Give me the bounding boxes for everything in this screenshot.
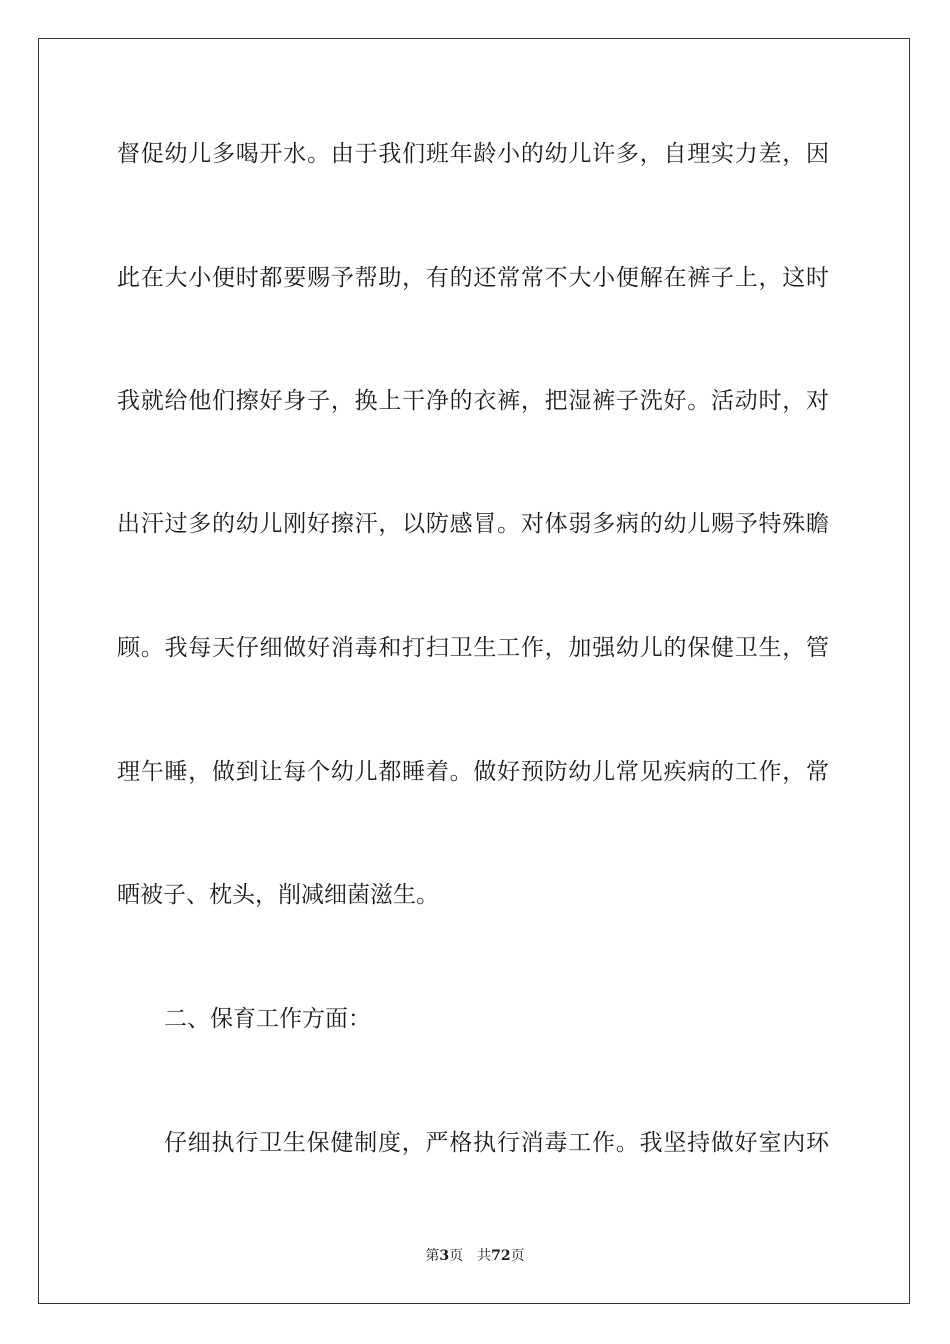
page-footer (0, 1247, 950, 1265)
body-text-line-3: 我就给他们擦好身子，换上干净的衣裤，把湿裤子洗好。活动时，对 (117, 388, 829, 414)
body-text-line-6: 理午睡，做到让每个幼儿都睡着。做好预防幼儿常见疾病的工作，常 (117, 759, 829, 785)
section-heading: 二、保育工作方面： (164, 1006, 371, 1032)
page-suffix: 页 (449, 1248, 464, 1264)
body-text-line-7: 晒被子、枕头，削减细菌滋生。 (117, 882, 439, 908)
total-pages: 72 (491, 1248, 511, 1264)
body-text-line-5: 顾。我每天仔细做好消毒和打扫卫生工作，加强幼儿的保健卫生，管 (117, 635, 829, 661)
page-prefix: 第 (425, 1248, 440, 1264)
page-number: 3 (439, 1248, 450, 1264)
total-prefix: 共 (477, 1248, 492, 1264)
total-suffix: 页 (510, 1248, 525, 1264)
page-border (38, 38, 910, 1304)
body-text-line-4: 出汗过多的幼儿刚好擦汗，以防感冒。对体弱多病的幼儿赐予特殊瞻 (117, 511, 829, 537)
body-text-line-1: 督促幼儿多喝开水。由于我们班年龄小的幼儿许多，自理实力差，因 (117, 141, 829, 167)
paragraph-first-line: 仔细执行卫生保健制度，严格执行消毒工作。我坚持做好室内环 (164, 1130, 829, 1156)
body-text-line-2: 此在大小便时都要赐予帮助，有的还常常不大小便解在裤子上，这时 (117, 265, 829, 291)
